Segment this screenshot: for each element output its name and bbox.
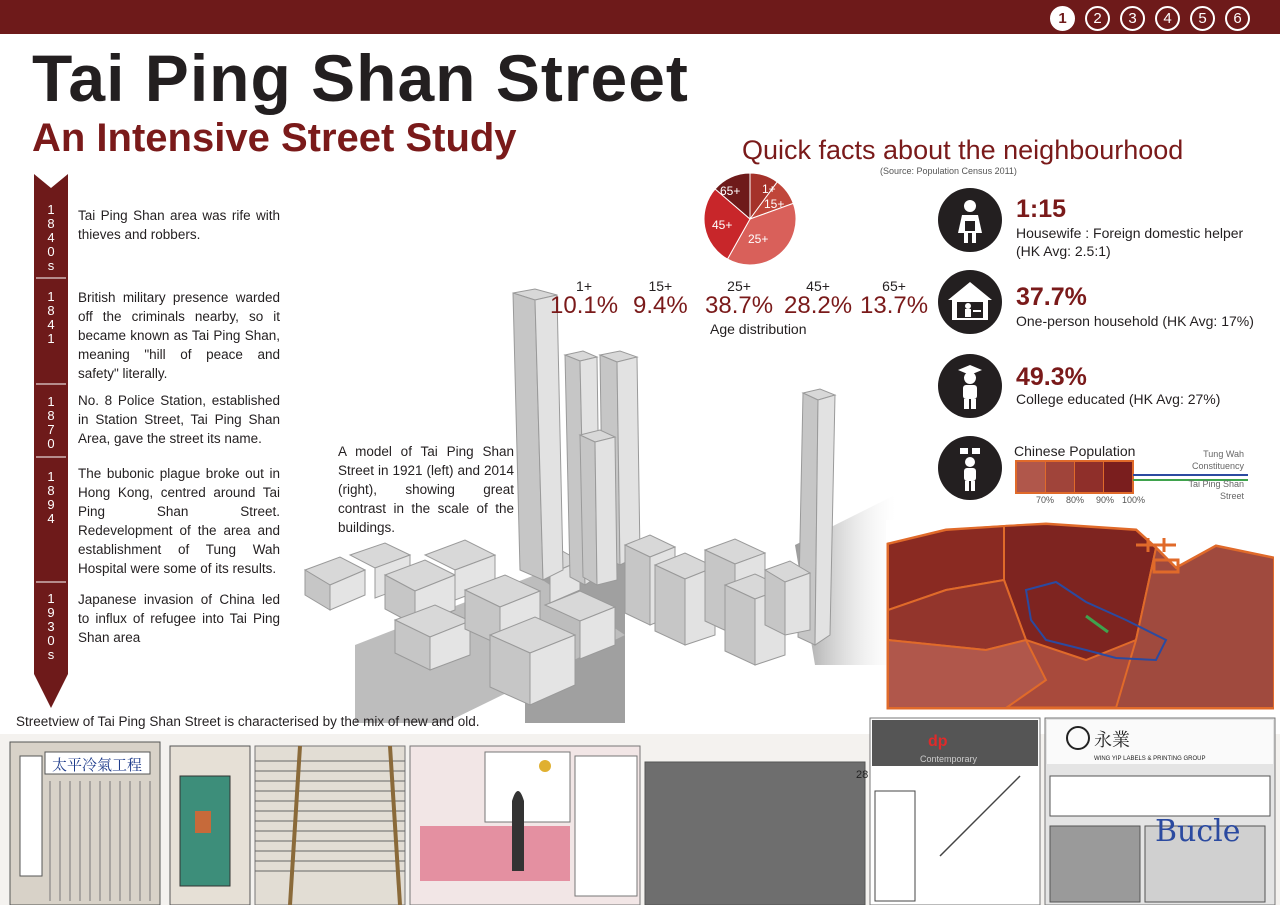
timeline-text-1930s: Japanese invasion of China led to influx of refugee into Tai Ping Shan area: [78, 592, 280, 645]
age-label: 15+: [648, 278, 673, 294]
page-6-button[interactable]: 6: [1225, 6, 1250, 31]
page-title: Tai Ping Shan Street: [32, 41, 689, 115]
timeline-text-1894: The bubonic plague broke out in Hong Kong, centred around Tai Ping Shan Street. Redevelopment of the area and establishment of Tung Wah Hospital were some of its results.: [78, 466, 280, 576]
legend-street: Tai Ping Shan Street: [1188, 479, 1244, 501]
age-label: 45+: [806, 278, 830, 294]
map-district: [888, 640, 1046, 708]
chinese-population-label: Chinese Population: [1014, 443, 1136, 459]
pie-label-1: 1+: [762, 182, 776, 196]
graffiti-text: Bucle: [1155, 814, 1241, 849]
age-stat-65: [860, 278, 928, 318]
age-label: 1+: [576, 278, 593, 294]
svg-text:太平冷氣工程: 太平冷氣工程: [52, 756, 143, 774]
quick-facts-title: Quick facts about the neighbourhood: [742, 135, 1184, 165]
pie-label-45: 45+: [712, 218, 733, 232]
streetview-pink-shop: [410, 746, 640, 905]
streetview-old-shop: [10, 742, 160, 905]
age-value: 28.2%: [784, 292, 853, 319]
wing-yip-sign: 永業: [1094, 730, 1130, 751]
fact-household-label: One-person household (HK Avg: 17%): [1016, 313, 1254, 329]
house-person-icon: [938, 270, 1002, 334]
timeline-year-1930s: 1 9 3 0 s: [47, 591, 55, 662]
page-3-button[interactable]: 3: [1120, 6, 1145, 31]
page-navigation: [1050, 6, 1250, 31]
streetview-caption: Streetview of Tai Ping Shan Street is characterised by the mix of new and old.: [16, 714, 480, 729]
age-value: 13.7%: [860, 292, 929, 319]
age-stat-45: [784, 278, 852, 318]
wing-yip-sign-en: WING YIP LABELS & PRINTING GROUP: [1094, 756, 1206, 762]
neighbourhood-map: [886, 520, 1274, 712]
timeline-year-1870: 1 8 7 0: [47, 394, 55, 451]
streetview-grey-wall: [645, 762, 865, 905]
timeline-text-1870: No. 8 Police Station, established in Station Street, Tai Ping Shan Area, gave the street its name.: [78, 393, 280, 446]
age-stat-25: [705, 278, 773, 318]
legend-tung-wah: Tung Wah Constituency: [1191, 449, 1244, 471]
timeline-text-1840s: Tai Ping Shan area was rife with thieves and robbers.: [78, 208, 280, 242]
scale-tick: 100%: [1122, 495, 1146, 505]
fact-education-value: 49.3%: [1016, 363, 1087, 391]
fact-ratio-label: Housewife : Foreign domestic helper: [1016, 225, 1244, 241]
age-value: 10.1%: [550, 292, 619, 319]
page-1-button[interactable]: 1: [1050, 6, 1075, 31]
timeline-year-1841: 1 8 4 1: [47, 289, 55, 346]
streetview-illustration: [0, 716, 1280, 905]
page-5-button[interactable]: 5: [1190, 6, 1215, 31]
chinese-population-scale: [1015, 460, 1134, 494]
fact-ratio-value: 1:15: [1016, 195, 1067, 223]
pie-label-65: 65+: [720, 184, 741, 198]
page-4-button[interactable]: 4: [1155, 6, 1180, 31]
scale-tick: 80%: [1066, 495, 1085, 505]
chinese-population-icon: [938, 436, 1002, 500]
housewife-icon: [938, 188, 1002, 252]
model-caption: A model of Tai Ping Shan Street in 1921 (left) and 2014 (right), showing great contrast in the scale of the buildings.: [338, 444, 514, 535]
scale-swatch: [1104, 462, 1132, 492]
page-2-button[interactable]: 2: [1085, 6, 1110, 31]
streetview-contemporary-shop: [856, 718, 1040, 905]
page-subtitle: An Intensive Street Study: [32, 116, 517, 160]
streetview-wing-yip-shop: [1045, 718, 1275, 905]
scale-swatch: [1046, 462, 1075, 492]
scale-tick: 90%: [1096, 495, 1115, 505]
timeline-text-1841: British military presence warded off the criminals nearby, so it became known as Tai Ping Shan, meaning "hill of peace and safety" literally.: [78, 290, 280, 381]
scale-tick: 70%: [1036, 495, 1055, 505]
quick-facts-source: (Source: Population Census 2011): [880, 166, 1017, 176]
graduate-icon: [938, 354, 1002, 418]
age-value: 9.4%: [633, 292, 688, 319]
fact-household-value: 37.7%: [1016, 283, 1087, 311]
fact-ratio-avg: (HK Avg: 2.5:1): [1016, 243, 1111, 259]
timeline-year-1894: 1 8 9 4: [47, 469, 55, 526]
fact-education-label: College educated (HK Avg: 27%): [1016, 391, 1221, 407]
scale-swatch: [1017, 462, 1046, 492]
age-label: 25+: [727, 278, 751, 294]
age-distribution-caption: Age distribution: [710, 321, 807, 337]
age-pie-chart: [702, 171, 798, 267]
person-silhouette: [512, 791, 524, 871]
pie-label-15: 15+: [764, 197, 785, 211]
timeline-year-1840s: 1 8 4 0 s: [47, 202, 55, 273]
streetview-green-gate: [170, 746, 250, 905]
contemporary-sign: Contemporary: [920, 754, 978, 764]
age-value: 38.7%: [705, 292, 774, 319]
scale-swatch: [1075, 462, 1104, 492]
streetview-shutters: [255, 746, 405, 905]
pie-label-25: 25+: [748, 232, 769, 246]
svg-text:dp: dp: [928, 733, 948, 750]
age-label: 65+: [882, 278, 906, 294]
shop-number: 28: [856, 769, 869, 781]
age-stat-1: [550, 278, 618, 318]
age-stat-15: [633, 278, 688, 318]
